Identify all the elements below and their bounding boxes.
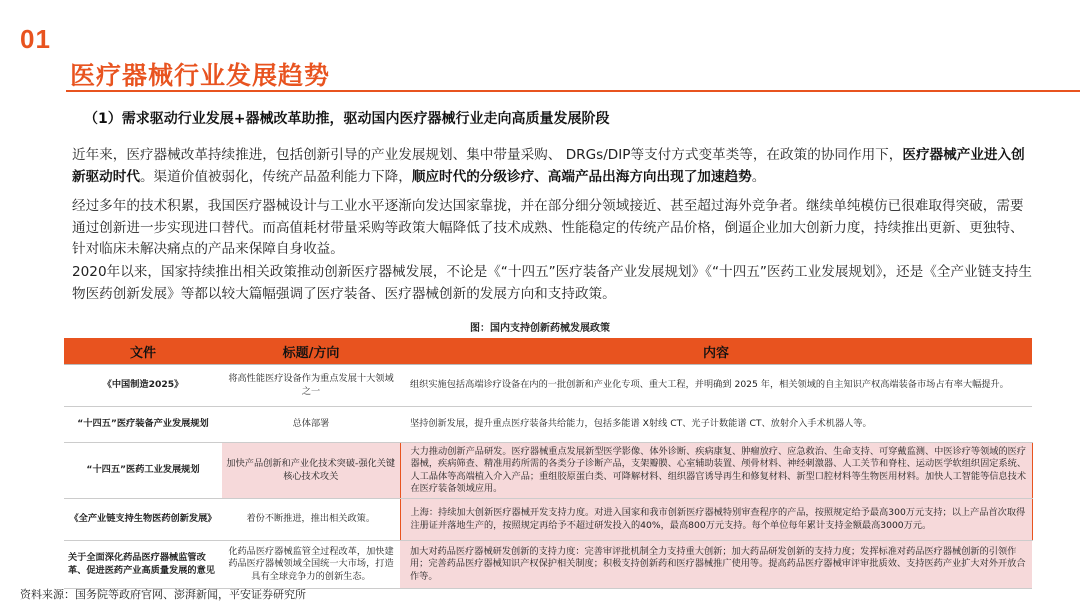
- header-content: 内容: [400, 338, 1032, 365]
- row-document: “十四五”医药工业发展规划: [64, 443, 222, 499]
- p1-text-2: 。渠道价值被弱化，传统产品盈利能力下降，: [139, 168, 412, 185]
- table-header-row: [64, 338, 1032, 365]
- table-row: [64, 365, 1032, 407]
- p1-bold-2: 顺应时代的分级诊疗、高端产品出海方向出现了加速趋势: [411, 168, 752, 185]
- subheading: （1）需求驱动行业发展+器械改革助推，驱动国内医疗器械行业走向高质量发展阶段: [84, 111, 610, 127]
- table-row: [64, 541, 1032, 589]
- table-caption: 图：国内支持创新药械发展政策: [470, 323, 610, 334]
- row-content: 坚持创新发展，提升重点医疗装备共给能力，包括多能谱 X射线 CT、光子计数能谱 CT、放射介入手术机器人等。: [400, 407, 1032, 443]
- p1-end: 。: [751, 168, 766, 185]
- header-document: 文件: [64, 338, 222, 365]
- paragraph-2: 经过多年的技术积累，我国医疗器械设计与工业水平逐渐向发达国家靠拢，并在部分细分领域接近、甚至超过海外竞争者。继续单纯模仿已很难取得突破，需要通过创新进一步实现进口替代。而高值耗材带量采购等政策大幅降低了技术成熟、性能稳定的传统产品价格，倒逼企业加大创新力度，持续推出更新、更独特、针对临床未解决痛点的产品来保障自身收益。: [72, 198, 1024, 257]
- table-row: [64, 407, 1032, 443]
- row-document: 《中国制造2025》: [64, 365, 222, 407]
- row-direction: 化药品医疗器械监管全过程改革，加快建药品医疗器械领域全国统一大市场，打造具有全球竞争力的创新生态。: [222, 541, 400, 589]
- paragraph-3: 2020年以来，国家持续推出相关政策推动创新医疗器械发展，不论是《“十四五”医疗装备产业发展规划》《“十四五”医药工业发展规划》，还是《全产业链支持生物医药创新发展》等都以较大篇幅强调了医疗装备、医疗器械创新的发展方向和支持政策。: [72, 264, 1032, 302]
- row-direction: 加快产品创新和产业化技术突破-强化关键核心技术攻关: [222, 443, 400, 499]
- row-direction: 着份不断推进，推出相关政策。: [222, 499, 400, 541]
- p1-bold: 医疗器械产业进入创新驱动时代: [72, 147, 1025, 185]
- row-content: 加大对药品医疗器械研发创新的支持力度：完善审评批机制全力支持重大创新；加大药品研发创新的支持力度；发挥标准对药品医疗器械创新的引领作用；完善药品医疗器械知识产权保护相关制度；积极支持创新药和医疗器械推广使用等。提高药品医疗器械审评审批质效、支持医药产业扩大对外开放合作等。: [400, 541, 1032, 589]
- row-content: 组织实施包括高端诊疗设备在内的一批创新和产业化专项、重大工程，并明确到 2025 年，相关领域的自主知识产权高端装备市场占有率大幅提升。: [400, 365, 1032, 407]
- p1-text: 近年来，医疗器械改革持续推进，包括创新引导的产业发展规划、集中带量采购、 DRGs/DIP等支付方式变革类等，在政策的协同作用下，: [72, 147, 903, 163]
- row-direction: 总体部署: [222, 407, 400, 443]
- row-direction: 将高性能医疗设备作为重点发展十大领域之一: [222, 365, 400, 407]
- row-content: 上海：持续加大创新医疗器械开发支持力度。对进入国家和我市创新医疗器械特别审查程序的产品，按照规定给予最高300万元支持；以上产品首次取得注册证并落地生产的，按照规定再给予不超过研发投入的40%，最高800万元支持。每个单位每年累计支持金额最高3000万元。: [400, 499, 1032, 541]
- title-divider: [66, 90, 1080, 92]
- table-row: [64, 443, 1032, 499]
- row-document: “十四五”医疗装备产业发展规划: [64, 407, 222, 443]
- row-document: 关于全面深化药品医疗器械监管改革、促进医药产业高质量发展的意见: [64, 541, 222, 589]
- section-title: 医疗器械行业发展趋势: [70, 61, 331, 90]
- header-direction: 标题/方向: [222, 338, 400, 365]
- table-row: [64, 499, 1032, 541]
- section-number: 01: [20, 24, 51, 54]
- paragraph-1: [72, 145, 1034, 188]
- source-note: 资料来源：国务院等政府官网、澎湃新闻，平安证券研究所: [20, 588, 306, 601]
- row-document: 《全产业链支持生物医药创新发展》: [64, 499, 222, 541]
- policy-table: [64, 338, 1033, 589]
- row-content: 大力推动创新产品研发。医疗器械重点发展新型医学影像、体外诊断、疾病康复、肿瘤放疗、应急救治、生命支持、可穿戴监测、中医诊疗等领域的医疗器械，疾病筛查、精准用药所需的各类分子诊断产品，支架瓣膜、心室辅助装置、颅骨材料、神经刺激器、人工关节和脊柱、运动医学软组织固定系统、人工晶体等高端植入介入产品；重组胶原蛋白类、可降解材料、组织器官诱导再生和修复材料、新型口腔材料等生物医用材料。加快人工智能等信息技术在医疗装备领域应用。: [400, 443, 1032, 499]
